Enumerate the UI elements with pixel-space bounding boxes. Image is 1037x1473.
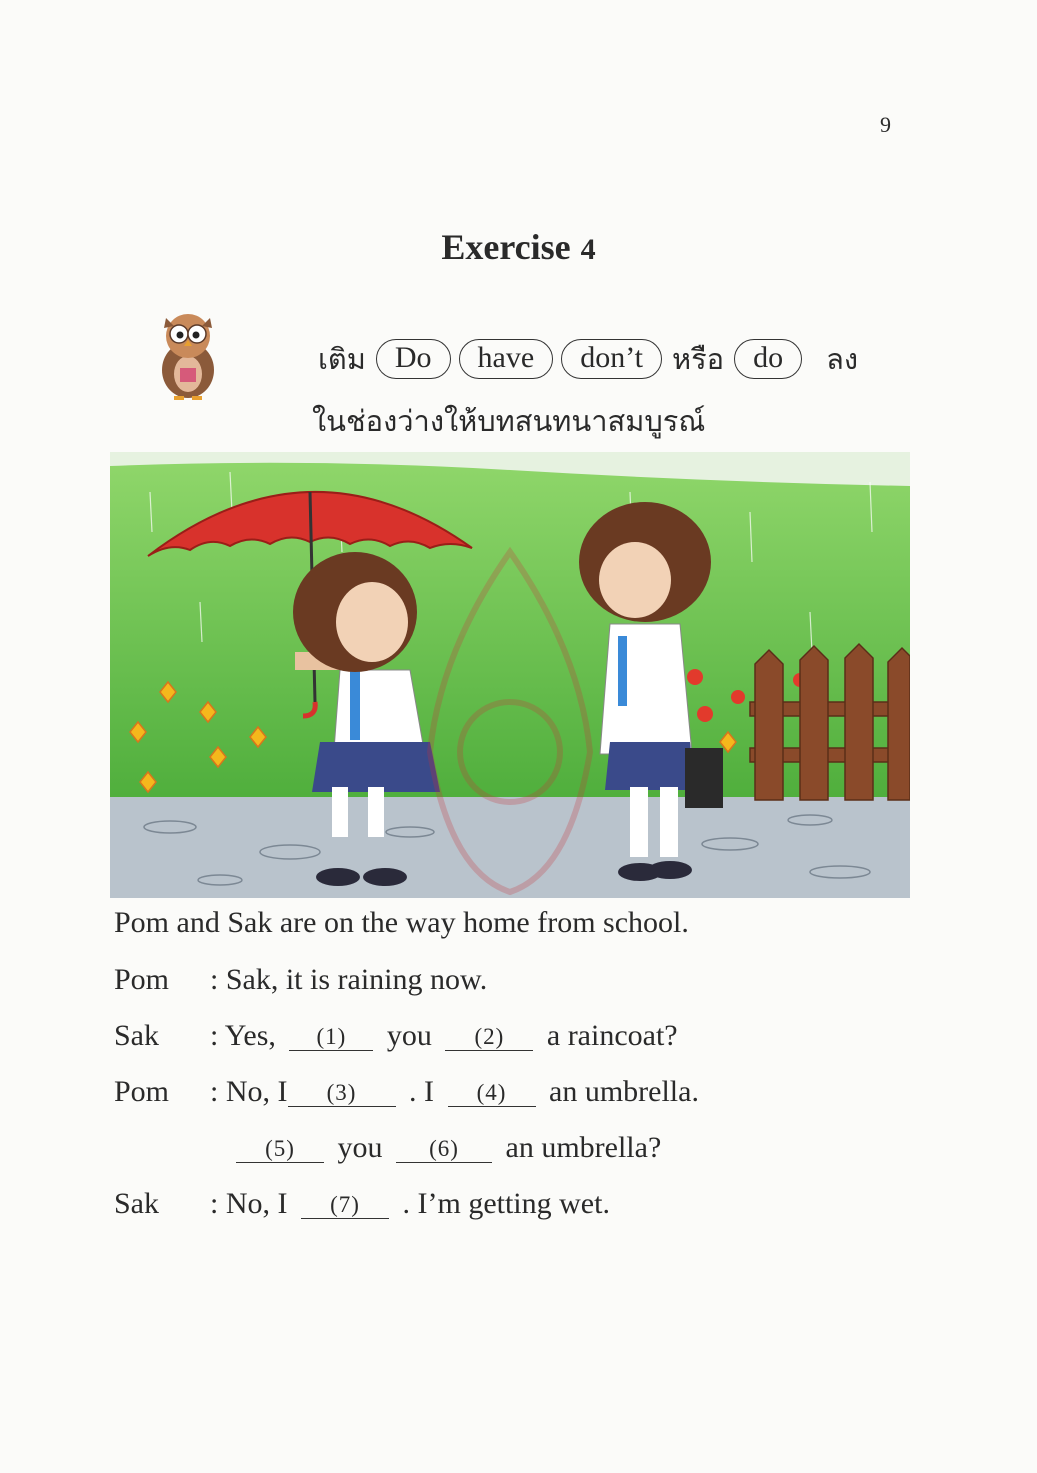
instruction-connector: หรือ [671, 344, 725, 376]
dialogue-line-5 [114, 1187, 610, 1221]
word-option-have: have [459, 339, 554, 379]
blank-3[interactable]: (3) [288, 1080, 396, 1107]
exercise-title-text: Exercise [441, 227, 571, 267]
dialogue-line-3 [114, 1075, 699, 1109]
dialogue-text: a raincoat? [546, 1019, 678, 1052]
dialogue-line-2 [114, 1019, 678, 1053]
word-option-do-capital: Do [376, 339, 451, 379]
dialogue-text: an umbrella? [505, 1131, 662, 1164]
dialogue-line-1 [114, 963, 487, 997]
instruction-line-1 [312, 336, 864, 382]
blank-6[interactable]: (6) [396, 1136, 492, 1163]
blank-7[interactable]: (7) [301, 1192, 389, 1219]
exercise-number: 4 [580, 233, 596, 266]
dialogue-line-4 [230, 1131, 661, 1165]
owl-mascot-icon [152, 310, 224, 402]
exercise-title [0, 226, 1037, 268]
blank-5[interactable]: (5) [236, 1136, 324, 1163]
word-option-do: do [734, 339, 802, 379]
dialogue-text: you [386, 1019, 432, 1052]
word-option-dont: don’t [561, 339, 662, 379]
instruction-line-2: ในช่องว่างให้บทสนทนาสมบูรณ์ [312, 406, 706, 438]
rain-scene-illustration [110, 452, 910, 898]
dialogue-text: . I [409, 1075, 434, 1108]
instruction-prefix: เติม [318, 344, 366, 376]
blank-4[interactable]: (4) [448, 1080, 536, 1107]
dialogue-text: you [337, 1131, 383, 1164]
blank-1[interactable]: (1) [289, 1024, 373, 1051]
speaker-sak: Sak [114, 1019, 159, 1052]
blank-2[interactable]: (2) [445, 1024, 533, 1051]
dialogue-text: an umbrella. [549, 1075, 699, 1108]
speaker-pom: Pom [114, 1075, 170, 1108]
speaker-sak: Sak [114, 1187, 159, 1220]
instruction-suffix: ลง [826, 344, 859, 376]
dialogue-text: . I’m getting wet. [402, 1187, 610, 1220]
page-number: 9 [880, 112, 891, 137]
dialogue-text: : No, I [210, 1187, 288, 1220]
speaker-pom: Pom [114, 963, 170, 996]
dialogue-text: : Sak, it is raining now. [210, 963, 488, 996]
scene-caption: Pom and Sak are on the way home from school. [114, 906, 689, 939]
dialogue-text: : Yes, [210, 1019, 276, 1052]
dialogue-text: : No, I [210, 1075, 288, 1108]
